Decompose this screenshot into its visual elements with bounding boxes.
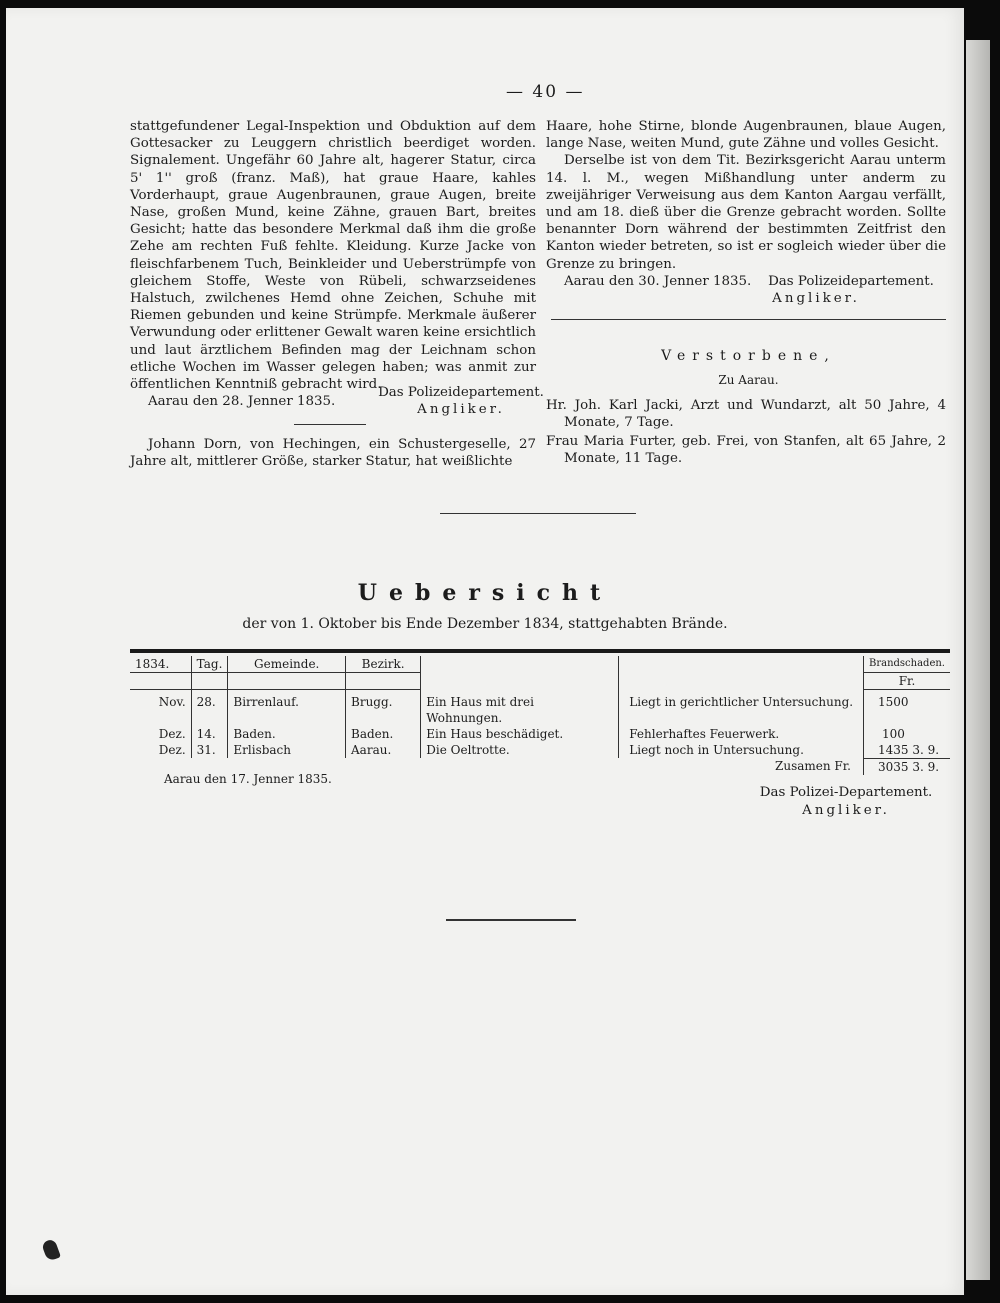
deceased-place: Zu Aarau. bbox=[718, 373, 779, 387]
deceased-entry-1: Hr. Joh. Karl Jacki, Arzt und Wundarzt, alt 50 Jahre, 4 Monate, 7 Tage. bbox=[546, 398, 946, 431]
section-divider bbox=[440, 513, 636, 514]
table-row bbox=[130, 726, 950, 742]
row-district: Brugg. bbox=[346, 690, 421, 726]
left-paragraph-1: stattgefundener Legal-Inspektion und Obduktion auf dem Gottesacker zu Leuggern christlich beerdiget worden. Signalement. Ungefähr 60 Jahre alt, hagerer Statur, circa 5' 1'' groß (franz. Maß), hat graue Haare, kahles Vorderhaupt, graue Augenbraunen, graue Augen, breite Nase, großen Mund, keine Zähne, grauen Bart, breites Gesicht; hatte das besondere Merkmal daß ihm die große Zehe am rechten Fuß fehlte. Kleidung. Kurze Jacke von fleischfarbenem Tuch, Beinkleider und Ueberstrümpfe von gleichem Stoffe, Weste von Rübeli, schwarzseidenes Halstuch, zwilchenes Hemd ohne Zeichen, Schuhe mit Riemen gebunden und keine Strümpfe. Merkmale äußerer Verwundung oder erlittener Gewalt waren keine ersichtlich und laut ärztlichem Befinden mag der Leichnam schon etliche Wochen im Wasser gelegen haben; was anmit zur öffentlichen Kenntniß gebracht wird. bbox=[130, 119, 536, 393]
row-municipality: Erlisbach bbox=[228, 742, 346, 759]
total-label: Zusamen Fr. bbox=[775, 759, 851, 773]
table-row bbox=[130, 690, 950, 726]
table-header-row bbox=[130, 656, 950, 673]
row-district: Baden. bbox=[346, 726, 421, 742]
deceased-entry-2: Frau Maria Furter, geb. Frei, von Stanfen, alt 65 Jahre, 2 Monate, 11 Tage. bbox=[546, 434, 946, 467]
overview-signature-name: Angliker. bbox=[802, 803, 890, 818]
right-date-2: Aarau den 30. Jenner 1835. bbox=[564, 273, 752, 289]
overview-title: Uebersicht bbox=[357, 580, 613, 606]
deceased-title: Verstorbene, bbox=[661, 348, 836, 364]
header-district: Bezirk. bbox=[346, 656, 421, 673]
header-currency: Fr. bbox=[863, 673, 950, 690]
left-signature-name: Angliker. bbox=[417, 402, 505, 417]
row-damage: 1500 bbox=[863, 690, 950, 726]
page-number: — 40 — bbox=[506, 82, 585, 102]
header-day: Tag. bbox=[191, 656, 228, 673]
left-date-1: Aarau den 28. Jenner 1835. bbox=[148, 394, 336, 410]
row-month: Nov. bbox=[158, 695, 186, 709]
ink-blot bbox=[41, 1238, 61, 1262]
right-signature-name: Angliker. bbox=[772, 291, 860, 306]
right-paragraph-1: Haare, hohe Stirne, blonde Augenbraunen, blaue Augen, lange Nase, weiten Mund, gute Zähne und volles Gesicht. bbox=[546, 119, 946, 152]
right-signature-dept: Das Polizeidepartement. bbox=[768, 274, 934, 289]
left-column bbox=[130, 118, 536, 410]
right-paragraph-2: Derselbe ist von dem Tit. Bezirksgericht Aarau unterm 14. l. M., wegen Mißhandlung unter anderm zu zweijähriger Verweisung aus dem Kanton Aargau verfällt, und am 18. dieß über die Grenze gebracht worden. Sollte benannter Dorn während der bestimmten Zeitfrist den Kanton wieder betreten, so ist er sogleich wieder über die Grenze zu bringen. bbox=[546, 153, 946, 272]
page-edge bbox=[966, 40, 990, 1280]
overview-date: Aarau den 17. Jenner 1835. bbox=[164, 772, 332, 786]
row-description: Ein Haus mit drei Wohnungen. bbox=[421, 690, 619, 726]
row-day: 28. bbox=[191, 690, 228, 726]
right-divider bbox=[551, 319, 946, 320]
row-damage: 100 bbox=[863, 726, 950, 742]
fires-table bbox=[130, 656, 950, 775]
left-paragraph-2: Johann Dorn, von Hechingen, ein Schustergeselle, 27 Jahre alt, mittlerer Größe, starker Statur, hat weißlichte bbox=[130, 437, 536, 470]
header-damage: Brandschaden. bbox=[863, 656, 950, 673]
row-municipality: Birrenlauf. bbox=[228, 690, 346, 726]
total-value: 3035 3. 9. bbox=[863, 758, 950, 775]
row-day: 31. bbox=[191, 742, 228, 759]
right-column bbox=[546, 118, 946, 290]
row-description: Ein Haus beschädiget. bbox=[421, 726, 619, 742]
newspaper-page bbox=[6, 8, 964, 1295]
table-top-rule bbox=[130, 649, 950, 653]
row-description: Die Oeltrotte. bbox=[421, 742, 619, 759]
header-municipality: Gemeinde. bbox=[228, 656, 346, 673]
left-divider bbox=[294, 424, 366, 425]
row-remark: Liegt in gerichtlicher Untersuchung. bbox=[619, 690, 864, 726]
row-month: Dez. bbox=[158, 726, 186, 741]
overview-signature-dept: Das Polizei-Departement. bbox=[759, 785, 933, 800]
end-ornament bbox=[446, 919, 576, 921]
row-damage: 1435 3. 9. bbox=[863, 742, 950, 759]
header-year: 1834. bbox=[130, 656, 191, 673]
left-signature-dept: Das Polizeidepartement. bbox=[378, 385, 544, 400]
row-remark: Fehlerhaftes Feuerwerk. bbox=[619, 726, 864, 742]
row-day: 14. bbox=[191, 726, 228, 742]
overview-subtitle: der von 1. Oktober bis Ende Dezember 1834, stattgehabten Brände. bbox=[242, 616, 728, 632]
row-remark: Liegt noch in Untersuchung. bbox=[619, 742, 864, 759]
row-month: Dez. bbox=[158, 742, 186, 757]
row-municipality: Baden. bbox=[228, 726, 346, 742]
row-district: Aarau. bbox=[346, 742, 421, 759]
table-row bbox=[130, 742, 950, 759]
